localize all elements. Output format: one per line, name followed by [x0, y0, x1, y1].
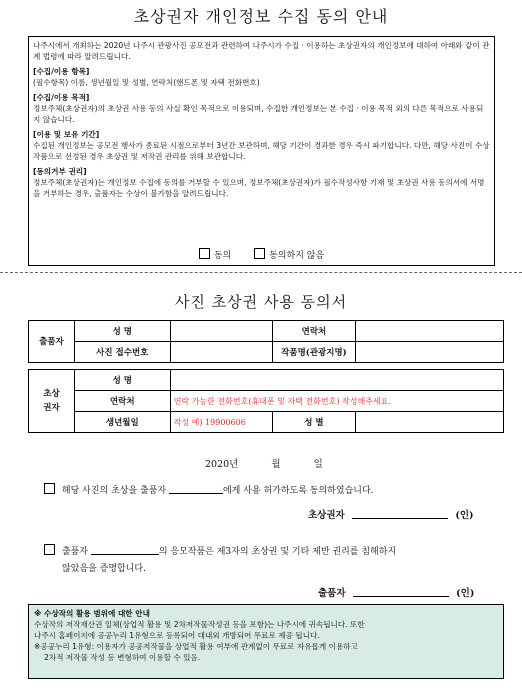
usage-notice-line: 2차적 저작물 작성 등 변형하여 이용할 수 있음. — [44, 653, 201, 662]
entrant-signature — [318, 585, 474, 599]
portrait-consent-checkbox[interactable] — [44, 483, 55, 494]
section-heading: [동의거부 권리] — [33, 167, 87, 176]
disagree-option[interactable] — [254, 251, 324, 261]
date-day: 일 — [313, 459, 323, 470]
section-body: 수집된 개인정보는 공모전 행사가 종료된 시점으로부터 3년간 보관하며, 해당 기간이 경과한 경우 즉시 파기합니다. 다만, 해당 사진이 수상작품으로 선정된 경우 초상권 및 저작권 관리를 위해 보관합니다. — [33, 141, 490, 161]
photo-number-field[interactable] — [170, 342, 272, 363]
birth-date-label: 생년월일 — [74, 412, 170, 433]
section-heading: [이용 및 보유 기간] — [33, 130, 100, 139]
signer1-blank[interactable] — [352, 518, 448, 519]
usage-notice-line: 수상작의 저작재산권 일체(상업적 활용 및 2차저작물작성권 등을 포함)는 나주시에 귀속됩니다. 또한 — [34, 620, 365, 629]
work-title-field[interactable] — [356, 342, 504, 363]
portrait-holder-signature — [308, 507, 474, 521]
section-body: (필수항목) 이름, 생년월일 및 성별, 연락처(핸드폰 및 자택 전화번호) — [33, 78, 260, 87]
work-title-label: 작품명(관광지명) — [272, 342, 356, 363]
date-line — [205, 456, 323, 470]
disagree-checkbox[interactable] — [254, 248, 265, 259]
statement-no-infringement — [44, 544, 396, 578]
entrant-name-blank[interactable] — [169, 493, 223, 494]
usage-notice-line: ※공공누리 1유형: 이용자가 공공저작물을 상업적 활용 여부에 관계없이 무료로 자유롭게 이용하고 — [34, 642, 358, 651]
signer1-label: 초상권자 — [308, 510, 345, 521]
gender-label: 성 별 — [272, 412, 356, 433]
notice-title: 초상권자 개인정보 수집 동의 안내 — [133, 7, 389, 26]
section-body: 정보주체(초상권자)의 초상권 사용 동의 사실 확인 목적으로 이용되며, 수집한 개인정보는 본 수집 · 이용 목적 외의 다른 목적으로 사용되지 않습니다. — [33, 104, 484, 124]
section-heading: [수집/이용 항목] — [33, 67, 90, 76]
signer1-seal: (인) — [455, 510, 474, 521]
date-year: 2020년 — [205, 459, 239, 470]
entrant-name-field[interactable] — [170, 321, 272, 342]
statement2-prefix: 출품자 — [61, 547, 88, 557]
holder-contact-field[interactable]: 연락 가능한 전화번호(휴대폰 및 자택 전화번호) 작성해주세요. — [170, 391, 503, 412]
usage-notice-box — [28, 604, 504, 679]
consent-form-table — [28, 320, 504, 433]
entrant-name-label: 성 명 — [74, 321, 170, 342]
agree-label: 동의 — [213, 251, 232, 261]
holder-name-label: 성 명 — [74, 370, 170, 391]
section-heading: [수집/이용 목적] — [33, 93, 90, 102]
entrant-contact-field[interactable] — [356, 321, 504, 342]
holder-name-field[interactable] — [170, 370, 503, 391]
signer2-blank[interactable] — [353, 596, 449, 597]
disagree-label: 동의하지 않음 — [269, 251, 325, 261]
no-infringement-checkbox[interactable] — [44, 544, 55, 555]
statement1-prefix: 해당 사진의 초상을 출품자 — [61, 486, 167, 496]
agree-checkbox[interactable] — [199, 248, 210, 259]
holder-contact-label: 연락처 — [74, 391, 170, 412]
privacy-intro: 나주시에서 개최하는 2020년 나주시 관광사진 공모전과 관련하여 나주시가 수집 · 이용하는 초상권자의 개인정보에 대하여 아래와 같이 관계 법령에 따라 알려드립니다. — [33, 41, 490, 61]
consent-options — [29, 248, 494, 262]
form-title: 사진 초상권 사용 동의서 — [174, 293, 348, 311]
statement2-line2: 않았음을 증명합니다. — [62, 564, 146, 574]
section-body: 정보주체(초상권자)는 개인정보 수집에 동의를 거부할 수 있으며, 정보주체(초상권자)가 필수작성사항 기재 및 초상권 사용 동의서에 서명을 거부하는 경우, 출품자는 수상이 불가함을 알려드립니다. — [33, 178, 485, 198]
birth-date-field[interactable]: 작성 예) 19900606 — [170, 412, 272, 433]
signer2-label: 출품자 — [318, 588, 346, 599]
entrant-contact-label: 연락처 — [272, 321, 356, 342]
cut-line-divider — [0, 272, 522, 273]
entrant-header: 출품자 — [29, 321, 75, 363]
usage-notice-heading: ※ 수상작의 활용 범위에 대한 안내 — [34, 609, 150, 618]
photo-number-label: 사진 접수번호 — [74, 342, 170, 363]
entrant-name-blank-2[interactable] — [91, 554, 159, 555]
signer2-seal: (인) — [456, 588, 475, 599]
statement1-suffix: 에게 사용 허가하도록 동의하였습니다. — [222, 486, 374, 496]
agree-option[interactable] — [199, 251, 231, 261]
privacy-notice-box — [28, 36, 495, 266]
date-month: 월 — [271, 459, 281, 470]
portrait-holder-header: 초상 권자 — [29, 370, 75, 433]
usage-notice-line: 나주시 홈페이지에 공공누리 1유형으로 등록되어 대내외 개방되어 무료로 제공 됩니다. — [34, 631, 320, 640]
statement2-suffix: 의 응모작품은 제3자의 초상권 및 기타 제반 권리를 침해하지 — [158, 547, 397, 557]
gender-field[interactable] — [356, 412, 504, 433]
statement-portrait-consent — [44, 483, 374, 496]
